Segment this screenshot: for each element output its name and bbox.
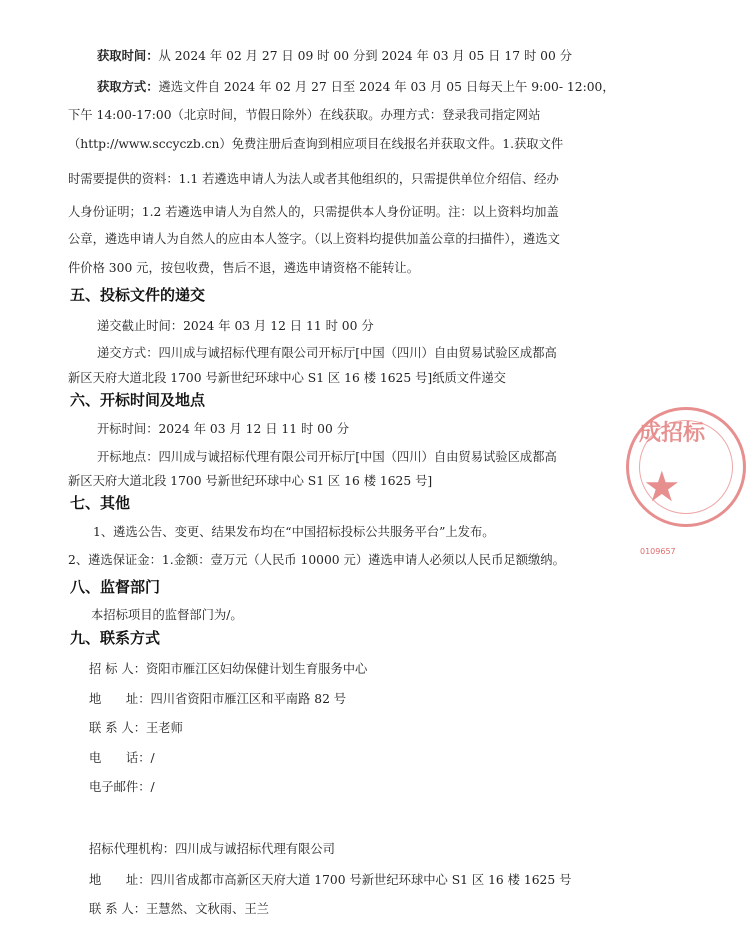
agency-contact-line: 联 系 人：王慧然、文秋雨、王兰 (89, 902, 269, 916)
seal-number: 0109657 (640, 547, 676, 556)
company-seal (626, 407, 746, 527)
tenderer-phone-line: 电 话：/ (89, 751, 155, 765)
supervision-text: 本招标项目的监督部门为/。 (91, 608, 243, 622)
agency-address-line: 地 址：四川省成都市高新区天府大道 1700 号新世纪环球中心 S1 区 16 楼 1625 号 (89, 873, 572, 887)
submission-method-line-2: 新区天府大道北段 1700 号新世纪环球中心 S1 区 16 楼 1625 号]纸质文件递交 (68, 371, 506, 385)
acquire-method-label: 获取方式： (97, 79, 159, 94)
tenderer-address-line: 地 址：四川省资阳市雁江区和平南路 82 号 (89, 692, 347, 706)
section-6-heading: 六、开标时间及地点 (70, 391, 206, 409)
acquire-method-line-1: 获取方式：遴选文件自 2024 年 02 月 27 日至 2024 年 03 月 05 日每天上午 9:00- 12:00， (97, 79, 615, 94)
star-icon: ★ (643, 462, 681, 511)
agency-line: 招标代理机构：四川成与诚招标代理有限公司 (89, 842, 335, 856)
acquire-time-line (97, 50, 572, 62)
acquire-method-line-7: 件价格 300 元，按包收费，售后不退，遴选申请资格不能转让。 (68, 261, 420, 275)
tenderer-contact-line: 联 系 人：王老师 (89, 721, 183, 735)
acquire-method-line-3: （http://www.sccyczb.cn）免费注册后查询到相应项目在线报名并获取文件。1.获取文件 (68, 137, 564, 151)
acquire-method-line-4: 时需要提供的资料：1.1 若遴选申请人为法人或者其他组织的，只需提供单位介绍信、经办 (68, 172, 559, 186)
section-9-heading: 九、联系方式 (70, 629, 161, 647)
acquire-method-line-2: 下午 14:00-17:00（北京时间，节假日除外）在线获取。办理方式：登录我司指定网站 (68, 108, 541, 122)
other-item-1: 1、遴选公告、变更、结果发布均在“中国招标投标公共服务平台”上发布。 (93, 525, 495, 539)
acquire-time-label: 获取时间： (97, 48, 159, 63)
tenderer-line: 招 标 人：资阳市雁江区妇幼保健计划生育服务中心 (89, 662, 368, 676)
opening-place-line-1: 开标地点：四川成与诚招标代理有限公司开标厅[中国（四川）自由贸易试验区成都高 (97, 450, 557, 464)
section-7-heading: 七、其他 (70, 494, 131, 512)
submission-method-line-1: 递交方式：四川成与诚招标代理有限公司开标厅[中国（四川）自由贸易试验区成都高 (97, 346, 557, 360)
acquire-method-line-6: 公章，遴选申请人为自然人的应由本人签字。（以上资料均提供加盖公章的扫描件），遴选文 (68, 232, 560, 246)
opening-time: 开标时间：2024 年 03 月 12 日 11 时 00 分 (97, 422, 350, 436)
other-item-2: 2、遴选保证金：1.金额：壹万元（人民币 10000 元）遴选申请人必须以人民币足额缴纳。 (68, 553, 565, 567)
acquire-method-line-5: 人身份证明；1.2 若遴选申请人为自然人的，只需提供本人身份证明。注：以上资料均加盖 (68, 205, 559, 219)
submission-deadline: 递交截止时间：2024 年 03 月 12 日 11 时 00 分 (97, 319, 374, 333)
tenderer-email-line: 电子邮件：/ (89, 780, 155, 794)
section-5-heading: 五、投标文件的递交 (70, 286, 206, 304)
opening-place-line-2: 新区天府大道北段 1700 号新世纪环球中心 S1 区 16 楼 1625 号] (68, 474, 433, 488)
acquire-time-value: 从 2024 年 02 月 27 日 09 时 00 分到 2024 年 03 月 05 日 17 时 00 分 (158, 49, 573, 63)
seal-text: 成招标 (639, 420, 706, 446)
section-8-heading: 八、监督部门 (70, 578, 161, 596)
